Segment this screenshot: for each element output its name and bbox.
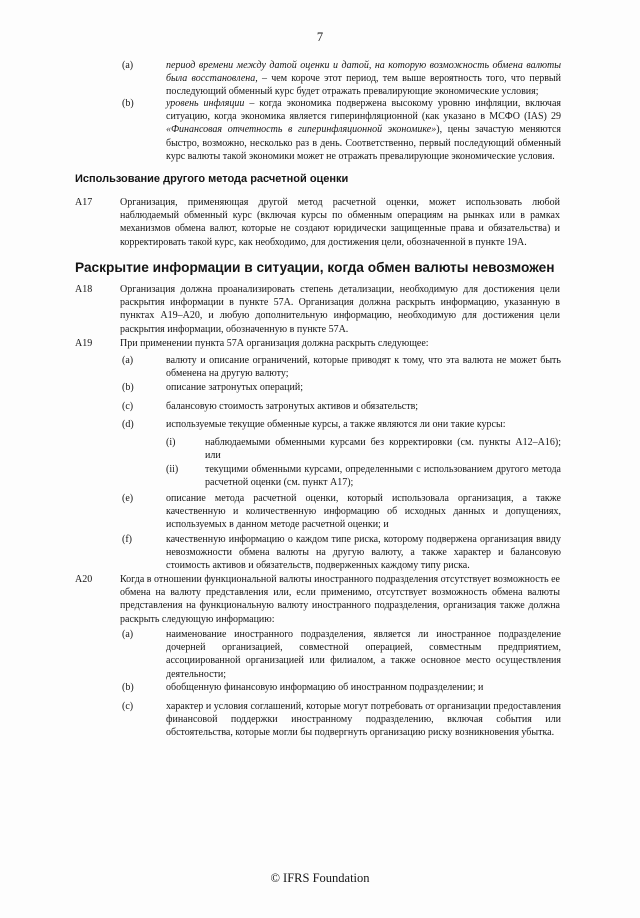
paragraph-intro: Когда в отношении функциональной валюты иностранного подразделения отсутствует возможность ее обмена на валюту представления или, если применимо, отсутствует возможность обмена валюты представления на функциональную валюту иностранного подразделения, организация также должна раскрыть следующую информацию: [120,574,560,625]
paragraph-text: Организация должна проанализировать степень детализации, необходимую для достижения цели раскрытия информации в пункте 57А. Организация должна раскрыть информацию, указанную в пунктах А19–А20, и любую дополнительную информацию, необходимую для достижения цели раскрытия информации, обозначенную в пункте 57А. [120,284,560,335]
page-number: 7 [316,30,324,44]
item-label: (b) [122,98,134,109]
paragraph-intro: При применении пункта 57А организация должна раскрыть следующее: [120,338,429,349]
paragraph-a20 [75,573,560,626]
item-label: (d) [122,419,134,430]
a19-item-e [122,492,561,532]
paragraph-number: A19 [75,338,93,349]
item-label: (a) [122,629,134,640]
paragraph-text: Организация, применяющая другой метод расчетной оценки, может использовать любой наблюдаемый обменный курс (включая курсы по обменным операциям на рынках или в рамках механизмов обмена валют, которые не создают юридически защищенные права и обязательства) и корректировать такой курс, как необходимо, для достижения цели, обозначенной в пункте 19А. [120,197,560,248]
paragraph-a19 [75,337,560,350]
paragraph-a18 [75,283,560,336]
item-label: (e) [122,493,134,504]
paragraph-number: A20 [75,574,93,585]
a20-item-c [122,700,561,740]
item-text: наименование иностранного подразделения, является ли иностранное подразделение дочерней организацией, совместной операцией, совместным предприятием, ассоциированной организацией или филиалом, а также основное место осуществления деятельности; [166,629,561,680]
a19-item-f [122,533,561,573]
item-text: качественную информацию о каждом типе риска, которому подвержена организация ввиду невозможности обмена валюты на другую валюту, а также характер и балансовую стоимость активов и обязательств, подверженных каждому типу риска. [166,534,561,572]
item-text: описание метода расчетной оценки, который использовала организация, а также качественную и количественную информацию об исходных данных и допущениях, используемых в данном методе расчетной оценки; и [166,493,561,531]
item-label: (a) [122,355,134,366]
item-explanation: – когда экономика подвержена высокому уровню инфляции, включая ситуацию, когда экономика является гиперинфляционной (как указано в МСФО (IAS) 29 [166,98,562,123]
item-text: описание затронутых операций; [166,382,303,393]
item-text [166,97,561,163]
item-text: балансовую стоимость затронутых активов и обязательств; [166,401,419,412]
subitem-label: (ii) [166,464,179,475]
item-text: характер и условия соглашений, которые могут потребовать от организации предоставления финансовой поддержки иностранному подразделению, включая события или обстоятельства, которые могли бы подвергнуть организацию риску возникновения убытка. [166,701,561,739]
item-explanation: – чем короче этот период, тем выше вероятность того, что первый последующий обменный курс будет отражать превалирующие экономические условия; [166,73,561,98]
paragraph-a17 [75,196,560,249]
paragraph-number: A18 [75,284,93,295]
a19-item-a [122,354,561,380]
footer-copyright: © IFRS Foundation [270,871,370,885]
defined-term: период времени между датой оценки и датой, на которую возможность обмена валюты была восстановлена, [166,60,561,85]
a19-subitem-i [166,436,561,462]
item-label: (b) [122,382,134,393]
list-item-b [122,97,561,163]
a20-item-a [122,628,561,681]
a19-subitem-ii [166,463,561,489]
subitem-label: (i) [166,437,176,448]
item-label: (b) [122,682,134,693]
item-explanation: ), цены зачастую меняются быстро, возможно, несколько раз в день. Соответственно, первый последующий обменный курс валюты такой экономики может не отражать превалирующие экономические условия. [166,124,561,162]
a19-item-b [122,381,561,394]
item-text: используемые текущие обменные курсы, а также являются ли они такие курсы: [166,419,506,430]
list-item-a [122,59,561,99]
item-label: (c) [122,701,134,712]
section-heading-other-method: Использование другого метода расчетной оценки [75,173,349,185]
item-text: валюту и описание ограничений, которые приводят к тому, что эта валюта не может быть обменена на другую валюту; [166,355,561,380]
defined-term: уровень инфляции [166,98,245,109]
item-label: (a) [122,60,134,71]
subitem-text: наблюдаемыми обменными курсами без корректировки (см. пункты А12–А16); или [205,437,561,462]
item-text [166,59,561,99]
item-label: (f) [122,534,132,545]
item-text: обобщенную финансовую информацию об иностранном подразделении; и [166,682,484,693]
a20-item-b [122,681,561,694]
section-heading-disclosure: Раскрытие информации в ситуации, когда обмен валюты невозможен [75,260,555,275]
subitem-text: текущими обменными курсами, определенными с использованием другого метода расчетной оценки (см. пункт А17); [205,464,561,489]
standard-title: «Финансовая отчетность в гиперинфляционной экономике» [166,124,437,136]
item-label: (c) [122,401,134,412]
a19-item-c [122,400,561,413]
paragraph-number: A17 [75,197,93,208]
a19-item-d [122,418,561,431]
